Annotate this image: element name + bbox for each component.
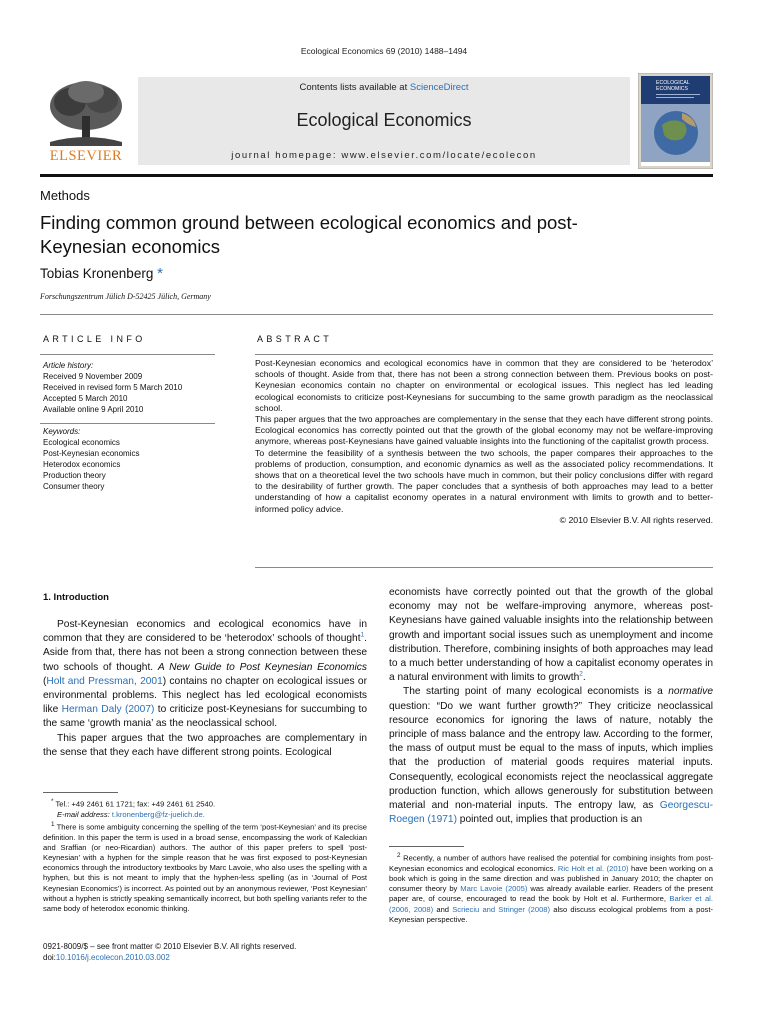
footnotes-left — [43, 797, 367, 914]
divider — [40, 354, 215, 355]
citation-link[interactable]: Marc Lavoie (2005) — [460, 884, 528, 894]
footnote-text: have been working on a book which is going in the same direction and was published in January 2010; the chapter on consumer theory by — [389, 863, 714, 894]
text-span: . Aside from that, there has not been a strong connection between these two schools of thought. — [43, 633, 367, 673]
issn-line: 0921-8009/$ – see front matter © 2010 Elsevier B.V. All rights reserved. — [43, 942, 297, 951]
text-span: economists have correctly pointed out that the growth of the global economy may not be welfare-improving anymore, whereas post-Keynesians have gained valuable insights into the relationship between growth and important social issues such as unemployment and income distribution. Therefore, combining insights of both approaches may lead to a much better understanding of how a capitalist economy operates in a natural environment with limits to growth — [389, 587, 713, 684]
history-item: Accepted 5 March 2010 — [43, 394, 128, 403]
citation-link[interactable]: Ric Holt et al. (2010) — [557, 863, 629, 873]
author-name: Tobias Kronenberg — [40, 266, 154, 281]
text-span: Post-Keynesian economics and ecological economics have in common that they are considered to be ‘heterodox’ schools of thought — [43, 619, 367, 645]
abstract-paragraph: This paper argues that the two approaches are complementary in the sense that they each have different strong points. Ecological economics has correctly pointed out that the growth of the global economy may not be welfare-improving anymore, whereas post-Keynesians have gained valuable insights into the functioning of the capitalist growth process. — [255, 414, 713, 447]
footnote-text: and — [433, 904, 453, 914]
keywords — [43, 426, 140, 492]
journal-cover-image — [638, 73, 713, 169]
footnotes-right — [389, 851, 713, 925]
journal-homepage[interactable]: journal homepage: www.elsevier.com/locate/ecolecon — [231, 150, 537, 161]
cover-title-2: ECONOMICS — [656, 86, 688, 92]
citation-link[interactable]: Barker et al. (2006, 2008) — [389, 894, 713, 914]
keywords-label: Keywords: — [43, 427, 81, 436]
history-label: Article history: — [43, 361, 94, 370]
abstract-body — [255, 358, 713, 526]
affiliation: Forschungszentrum Jülich D-52425 Jülich, Germany — [40, 292, 211, 301]
body-column-right — [389, 586, 713, 827]
journal-citation: Ecological Economics 69 (2010) 1488–1494 — [300, 46, 468, 56]
abstract-paragraph: To determine the feasibility of a synthesis between the two schools, the paper compares their approaches to the problems of production, consumption, and economic dynamics as well as the associated policy recommendations. It shows that on a theoretical level the two schools have much in common, but their policy conclusions differ with regard to the desirability of further growth. The paper concludes that a synthesis of both approaches may lead to a better understanding of how a capitalist economy operates in a natural environment with limits to growth and to better-informed policy advice. — [255, 447, 713, 514]
divider — [40, 423, 215, 424]
doi-line — [43, 952, 296, 963]
elsevier-tree-icon — [40, 76, 132, 168]
divider — [40, 314, 713, 315]
divider — [255, 567, 713, 568]
text-span: question: “Do we want further growth?” They criticize neoclassical resource economics for ignoring the laws of nature, notably the principle of mass balance and the entropy law. According to the former, the mass of output must be equal to the mass of inputs, which implies that the production of material goods requires material inputs. Consequently, ecological economists reject the neoclassical aggregate production function, which allows generously for substitution between material and non-material inputs. The entropy law, as — [389, 700, 713, 812]
footnote-ref[interactable]: 1 — [360, 631, 365, 639]
footnote-1 — [43, 820, 367, 914]
footnote-marker: * — [51, 798, 54, 805]
journal-cover — [638, 73, 713, 169]
keyword-item: Heterodox economics — [43, 460, 121, 469]
email-line — [43, 810, 367, 820]
book-title: A New Guide to Post Keynesian Economics — [157, 661, 367, 673]
keyword-item: Post-Keynesian economics — [43, 449, 140, 458]
divider — [255, 354, 713, 355]
abstract-heading: ABSTRACT — [257, 334, 333, 344]
copyright: © 2010 Elsevier B.V. All rights reserved. — [559, 514, 713, 525]
footnote-ref[interactable]: 2 — [579, 670, 583, 678]
text-span: The starting point of many ecological economists is a — [403, 686, 669, 698]
article-info-heading: ARTICLE INFO — [43, 334, 146, 344]
keyword-item: Consumer theory — [43, 482, 105, 491]
cover-title-1: ECOLOGICAL — [656, 80, 690, 86]
keyword-item: Production theory — [43, 471, 106, 480]
sciencedirect-link[interactable]: ScienceDirect — [409, 82, 469, 93]
citation-link[interactable]: Herman Daly (2007) — [61, 704, 155, 716]
emphasis: normative — [668, 686, 713, 698]
footnote-2 — [389, 851, 713, 925]
body-paragraph — [43, 618, 367, 732]
body-paragraph: This paper argues that the two approaches are complementary in the sense that they each have different strong points. Ecological — [43, 732, 367, 758]
author-contact-note — [43, 797, 367, 810]
text-span: pointed out, implies that production is an — [456, 814, 643, 826]
body-column-left — [43, 618, 367, 760]
header-rule — [40, 174, 713, 177]
section-label: Methods — [40, 188, 90, 203]
abstract-paragraph: Post-Keynesian economics and ecological economics have in common that they are considered to be ‘heterodox’ schools of thought. Aside from that, there has not been a strong connection between them. Previous books on post-Keynesian economics contain no chapter on environmental or ecological issues. This neglect has led leading ecological economists to criticize post-Keynesians for succumbing to the same growth paradigm as the neoclassical school. — [255, 358, 713, 413]
citation-link[interactable]: Holt and Pressman, 2001 — [46, 675, 163, 687]
contents-line — [138, 82, 630, 93]
journal-title: Ecological Economics — [296, 110, 472, 130]
doi-link[interactable]: 10.1016/j.ecolecon.2010.03.002 — [55, 953, 170, 962]
contact-phone: Tel.: +49 2461 61 1721; fax: +49 2461 61 2540. — [55, 799, 216, 809]
text-span: ) contains no chapter on ecological issues or environmental problems. This neglect has led ecological economists like — [43, 675, 367, 716]
history-item: Received 9 November 2009 — [43, 372, 143, 381]
footnote-text: There is some ambiguity concerning the spelling of the term ‘post-Keynesian’ and its precise definition. In this paper the term is used in a broad sense, encompassing the work of Kaleckian and Sraffian (or neo-Ricardian) authors. The author of this paper prefers to spell ‘post-Keynesian’ with a hyphen for the simple reason that he was first exposed to post-Keynesian economics through the introductory textbooks by Marc Lavoie, who also uses the spelling with a hyphen, but this is not meant to imply that the hyphen-less spelling (as in ‘Journal of Post Keynesian Economics’) is incorrect. As pointed out by an anonymous reviewer, ‘Post Keynesian’ without a hyphen is strictly speaking semantically incorrect, but both spelling variants refer to the same body of heterodox economic thinking. — [43, 822, 367, 914]
email-label: E-mail address: — [57, 809, 110, 819]
citation-link[interactable]: Scrieciu and Stringer (2008) — [452, 904, 551, 914]
footnote-marker: 2 — [397, 852, 401, 859]
history-item: Received in revised form 5 March 2010 — [43, 383, 183, 392]
footnote-text: also discuss ecological problems from a post-Keynesian perspective. — [389, 904, 713, 924]
footnote-rule — [43, 792, 118, 793]
history-item: Available online 9 April 2010 — [43, 405, 144, 414]
footnote-text: Recently, a number of authors have realised the potential for combining insights from post-Keynesian economics and ecological economics. — [389, 853, 713, 873]
footnote-text: was already available earlier. Readers of the present paper are, of course, encouraged to read the book by Holt et al. Furthermore, — [389, 884, 714, 904]
body-paragraph — [389, 685, 713, 827]
issn-footer — [43, 941, 296, 963]
doi-label: doi: — [43, 953, 56, 962]
article-title: Finding common ground between ecological economics and post-Keynesian economics — [40, 212, 578, 257]
elsevier-wordmark: ELSEVIER — [49, 148, 123, 164]
body-paragraph — [389, 586, 713, 685]
elsevier-logo — [40, 76, 132, 168]
article-history — [43, 360, 182, 415]
contents-prefix: Contents lists available at — [299, 82, 410, 93]
corresponding-author-link[interactable]: * — [157, 265, 163, 282]
text-span: . — [582, 672, 586, 684]
text-span: to criticize post-Keynesians for succumbing to the same ‘growth mania’ as the neoclassical school. — [43, 704, 367, 730]
author-line — [40, 265, 163, 282]
email-link[interactable]: t.kronenberg@fz-juelich.de. — [111, 809, 205, 819]
text-span: ( — [43, 675, 47, 687]
section-heading: 1. Introduction — [43, 592, 109, 603]
citation-link[interactable]: Georgescu-Roegen (1971) — [389, 800, 713, 826]
footnote-marker: 1 — [51, 820, 55, 828]
keyword-item: Ecological economics — [43, 438, 120, 447]
footnote-rule — [389, 846, 464, 847]
